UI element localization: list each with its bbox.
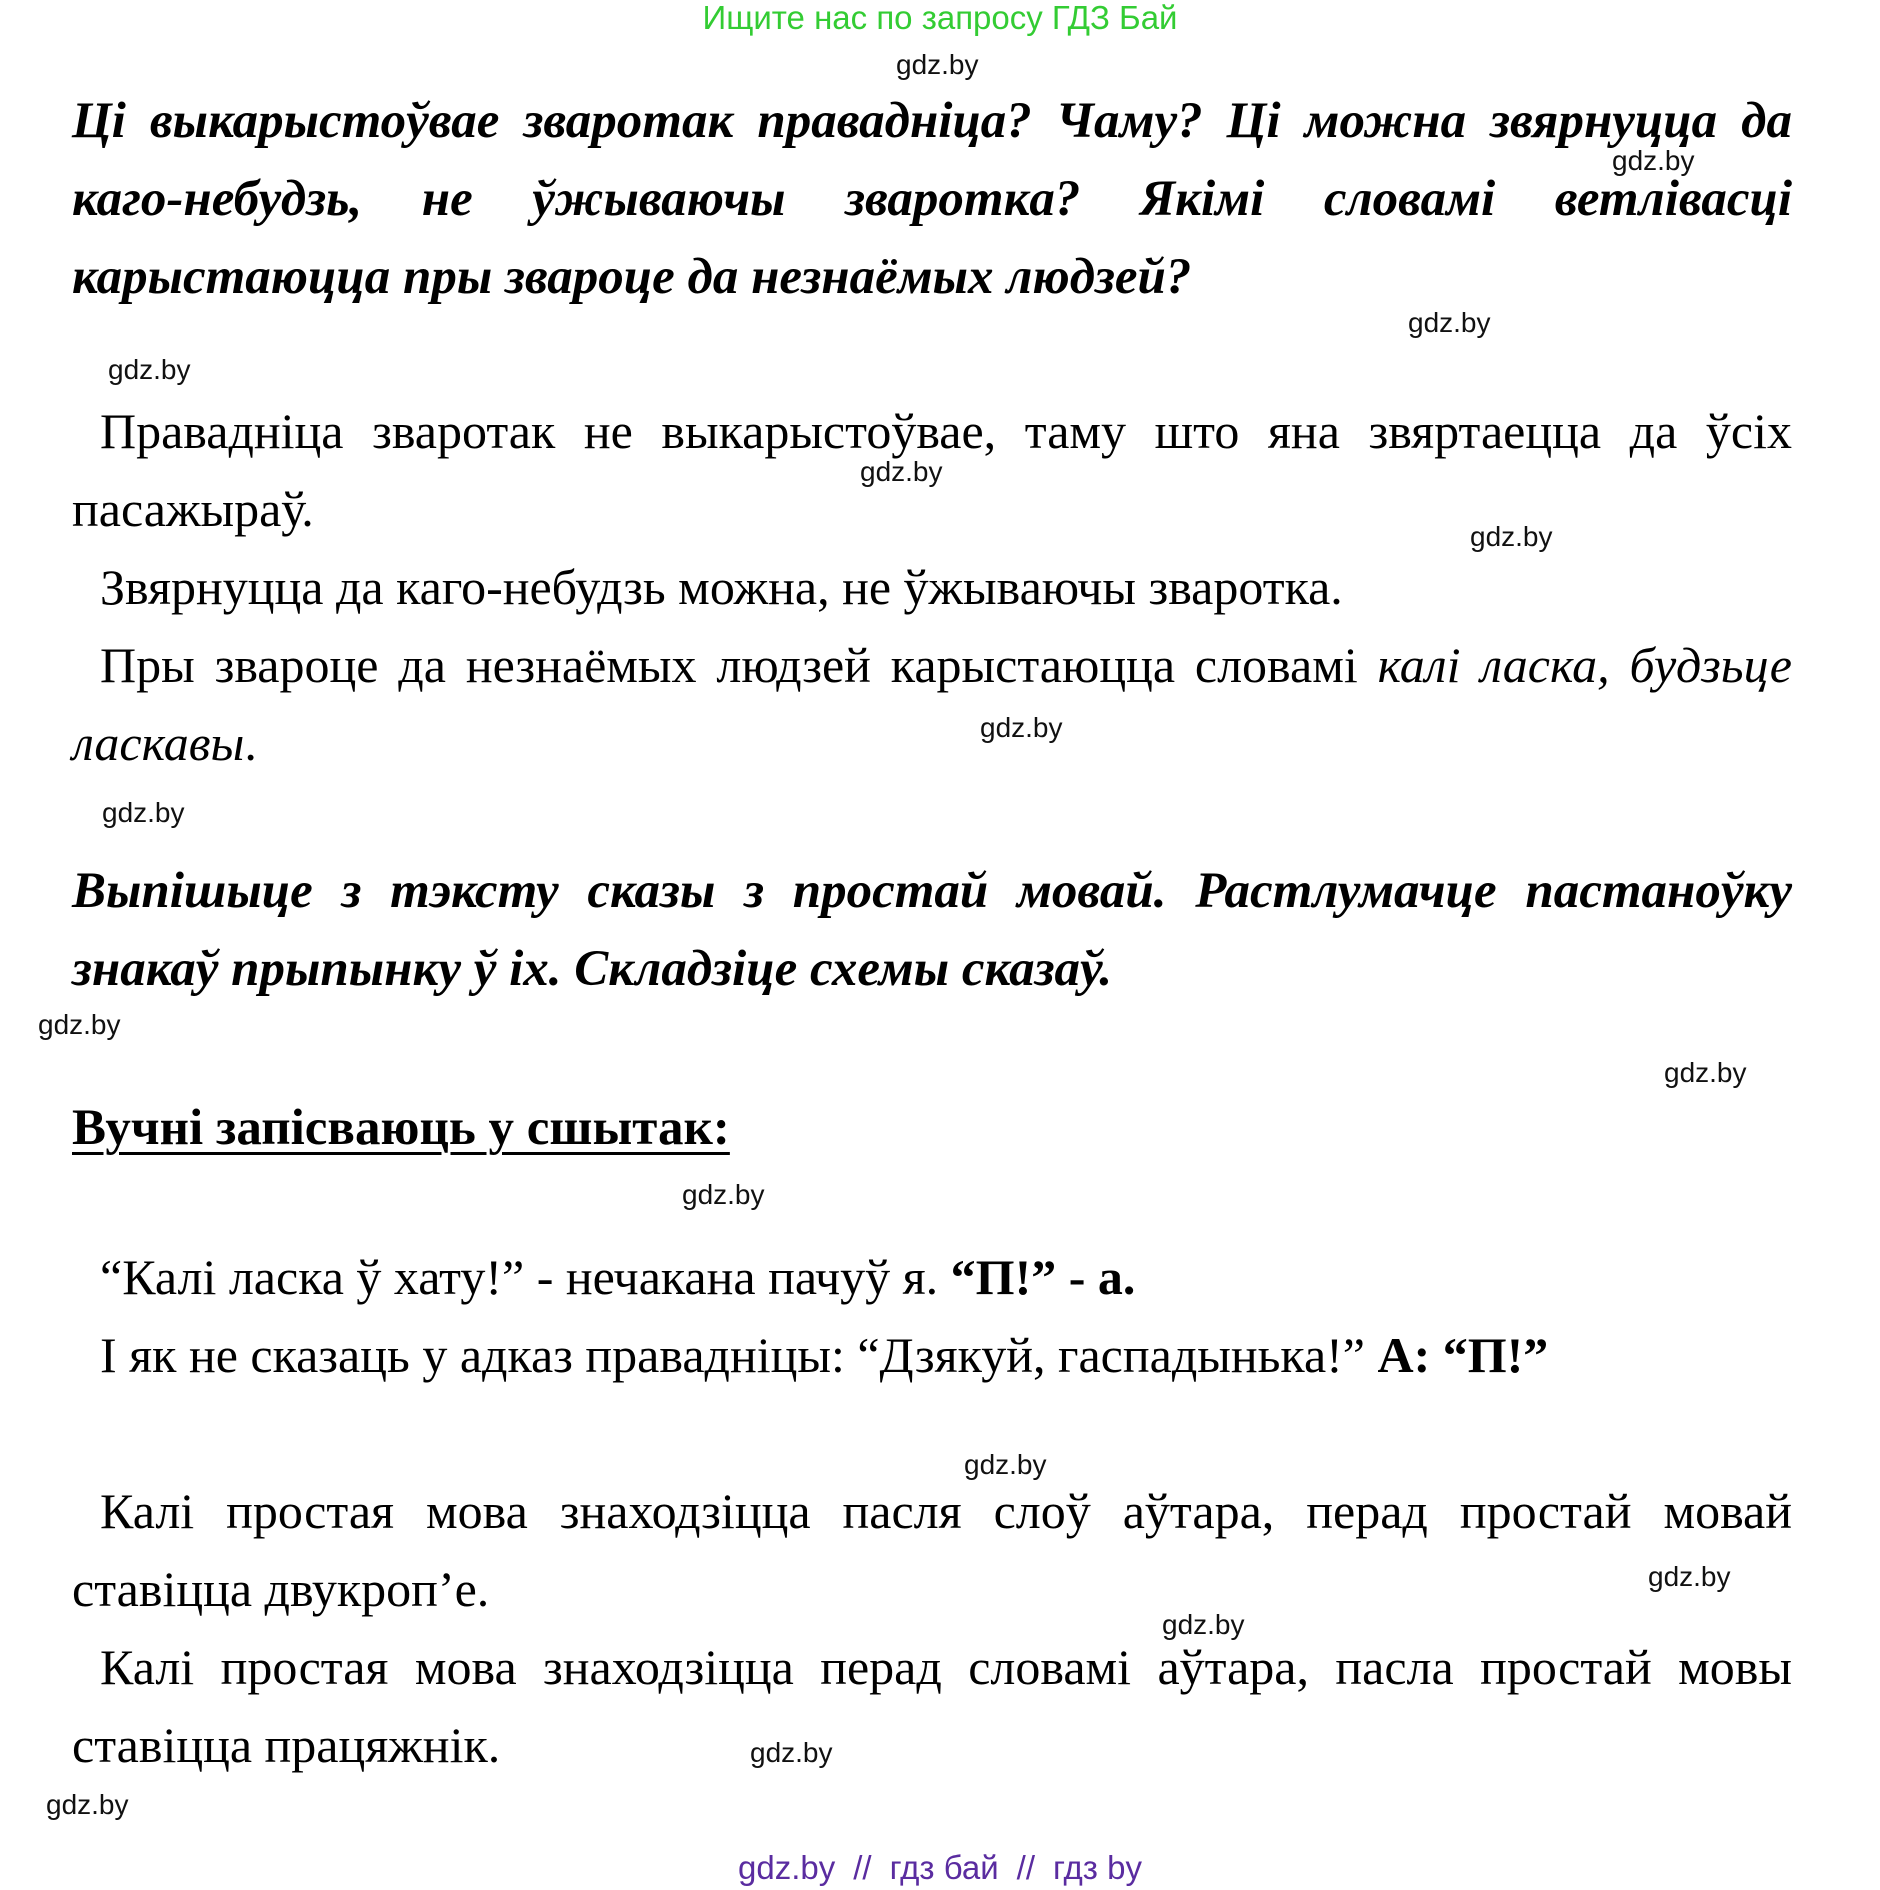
watermark: gdz.by [108,354,191,385]
question-1: Ці выкарыстоўвае зваротак праваднiца? Чаму? Ці можна звярнуцца да каго-небудзь, не ўжываючы звароткa? Якімі словамі ветлівасці карыстаюцца пры звароце да незнаёмых людзей? [72,93,1792,305]
answer-paragraph-1 [72,392,1792,548]
footer-link[interactable]: гдз by [1053,1849,1142,1886]
watermark: gdz.by [860,456,943,487]
footer-separator: // [853,1849,872,1886]
sentence-text: “Калі ласка ў хату!” - нечакана пачуў я. [100,1249,939,1305]
answer-text: Пры звароце да незнаёмых людзей карыстаюцца словамі [100,637,1358,693]
watermark: gdz.by [896,49,979,80]
rule-1 [72,1472,1792,1628]
watermark: gdz.by [964,1449,1047,1480]
sentence-text: І як не сказаць у адказ праваднiцы: “Дзякуй, гаспадынька!” [100,1327,1365,1383]
watermark: gdz.by [1612,145,1695,176]
watermark: gdz.by [46,1789,129,1820]
sentence-scheme: “П!” - а. [950,1249,1136,1305]
sentence-1 [72,1238,1792,1316]
rule-text: Калі простая мова знаходзіцца пасля слоў аўтара, перад простай мовай ставіцца двукроп’е. [72,1483,1792,1617]
watermark: gdz.by [1162,1609,1245,1640]
question-2: Выпішыце з тэксту сказы з простай мовай. Растлумачце пастаноўку знакаў прыпынку ў іх. Складзіце схемы сказаў. [72,863,1792,997]
answer-paragraph-3 [72,626,1792,782]
answer-paragraph-2 [72,548,1792,626]
watermark: gdz.by [102,797,185,828]
watermark: gdz.by [980,712,1063,743]
watermark: gdz.by [682,1179,765,1210]
footer [0,1850,1880,1886]
rule-2 [72,1628,1792,1784]
sentence-2 [72,1316,1792,1394]
sentence-scheme: А: “П!” [1377,1327,1549,1383]
answer-text: Праваднiца зваротак не выкарыстоўвае, таму што яна звяртаецца да ўсіх пасажыраў. [72,403,1792,537]
polite-words: калі ласка, будзьце ласкавы [72,637,1793,771]
footer-link[interactable]: gdz.by [738,1849,836,1886]
answer-period: . [244,715,257,771]
watermark: gdz.by [1648,1561,1731,1592]
rule-text: Калі простая мова знаходзіцца перад словамі аўтара, пасла простай мовы ставіцца працяжнік. [72,1639,1792,1773]
answer-text: Звярнуцца да каго-небудзь можна, не ўжываючы зваротка. [100,559,1343,615]
watermark: gdz.by [750,1737,833,1768]
watermark: gdz.by [1470,521,1553,552]
footer-link[interactable]: гдз бай [889,1849,999,1886]
watermark: gdz.by [38,1009,121,1040]
section-heading: Вучні запісваюць у сшытак: [72,1100,730,1156]
watermark: gdz.by [1408,307,1491,338]
footer-separator: // [1016,1849,1035,1886]
top-banner: Ищите нас по запросу ГДЗ Бай [702,0,1178,36]
watermark: gdz.by [1664,1057,1747,1088]
